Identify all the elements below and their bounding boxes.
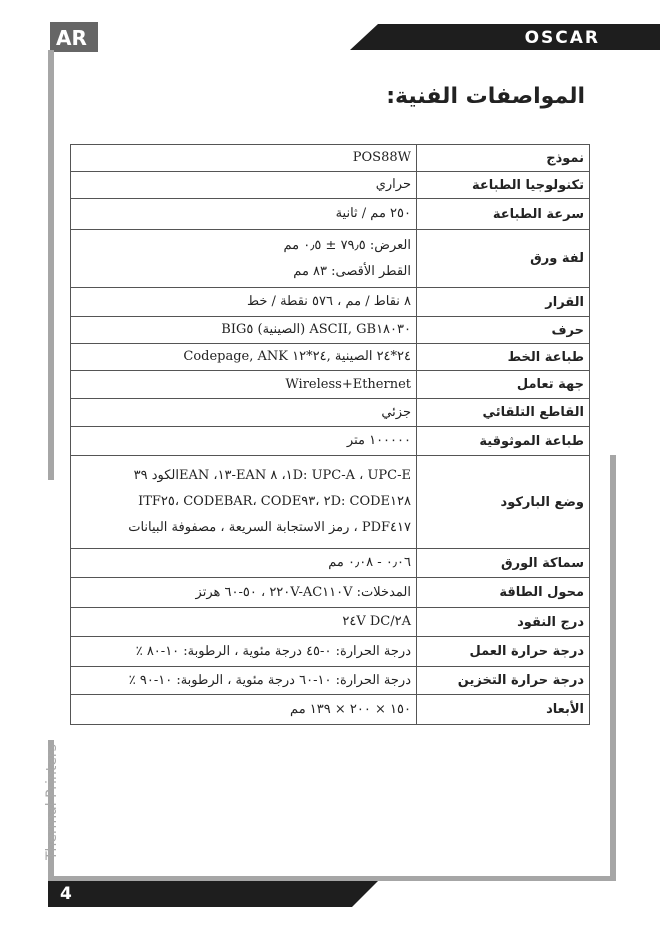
spec-label: درج النقود bbox=[417, 608, 590, 637]
spec-label: طباعة الموثوقية bbox=[417, 427, 590, 456]
spec-row bbox=[71, 578, 590, 608]
spec-label: لفة ورق bbox=[417, 230, 590, 288]
spec-label: درجة حرارة التخزين bbox=[417, 667, 590, 695]
spec-row bbox=[71, 637, 590, 667]
spec-label: وضع الباركود bbox=[417, 456, 590, 549]
spec-value-line: PDF٤١٧ ، رمز الاستجابة السريعة ، مصفوفة البيانات bbox=[128, 520, 411, 535]
spec-label: درجة حرارة العمل bbox=[417, 637, 590, 667]
spec-value bbox=[71, 456, 417, 549]
spec-value bbox=[71, 288, 417, 317]
spec-value-line: العرض: ٧٩٫٥ ± ٠٫٥ مم bbox=[283, 237, 411, 253]
spec-value bbox=[71, 578, 417, 608]
spec-row bbox=[71, 344, 590, 371]
spec-table bbox=[70, 144, 590, 725]
spec-label: طباعة الخط bbox=[417, 344, 590, 371]
spec-label: نموذج bbox=[417, 145, 590, 172]
spec-value-line: ١٥٠ × ٢٠٠ × ١٣٩ مم bbox=[290, 701, 411, 717]
side-category-label: Thermal Printers bbox=[44, 744, 60, 860]
spec-value bbox=[71, 667, 417, 695]
spec-label: جهة تعامل bbox=[417, 371, 590, 399]
spec-value-line: درجة الحرارة: ٠-٤٥ درجة مئوية ، الرطوبة: ١٠-٨٠ ٪ bbox=[135, 643, 411, 659]
spec-value bbox=[71, 399, 417, 427]
spec-label: الأبعاد bbox=[417, 695, 590, 725]
spec-row bbox=[71, 371, 590, 399]
language-tag: AR bbox=[56, 26, 87, 50]
spec-value-line: ١٠٠٠٠٠ متر bbox=[346, 433, 411, 448]
spec-row bbox=[71, 317, 590, 344]
spec-row bbox=[71, 608, 590, 637]
spec-row bbox=[71, 427, 590, 456]
spec-row bbox=[71, 172, 590, 199]
spec-value bbox=[71, 230, 417, 288]
page-title: المواصفات الفنية: bbox=[386, 84, 585, 109]
spec-value bbox=[71, 172, 417, 199]
spec-value-line: ASCII, GB١٨٠٣٠ (الصينية) BIG٥ bbox=[221, 322, 411, 337]
frame-line-left-top bbox=[48, 50, 54, 480]
spec-value bbox=[71, 608, 417, 637]
spec-row bbox=[71, 399, 590, 427]
spec-table-body bbox=[71, 145, 590, 725]
footer-bar bbox=[48, 881, 378, 907]
spec-value bbox=[71, 637, 417, 667]
spec-row bbox=[71, 456, 590, 549]
header-bar bbox=[350, 24, 660, 50]
spec-label: القاطع التلقائي bbox=[417, 399, 590, 427]
spec-row bbox=[71, 549, 590, 578]
spec-value bbox=[71, 549, 417, 578]
spec-value-line: ٠٫٠٦ - ٠٫٠٨ مم bbox=[328, 555, 411, 570]
spec-row bbox=[71, 145, 590, 172]
spec-label: سرعة الطباعة bbox=[417, 199, 590, 230]
spec-value bbox=[71, 427, 417, 456]
spec-value-line: المدخلات: ٢٢٠V-AC١١٠V ، ٥٠-٦٠ هرتز bbox=[195, 584, 411, 600]
spec-value-line: درجة الحرارة: ١٠-٦٠ درجة مئوية ، الرطوبة: ١٠-٩٠ ٪ bbox=[128, 672, 411, 688]
spec-label: القرار bbox=[417, 288, 590, 317]
brand-logo: OSCAR bbox=[524, 28, 600, 48]
spec-value-line: ٢D: CODE١٢٨ ،CODEBAR، CODE٩٣ ،ITF٢٥ bbox=[138, 494, 411, 509]
spec-value-line: POS88W bbox=[352, 150, 411, 165]
spec-label: حرف bbox=[417, 317, 590, 344]
spec-value-line: ٨ نقاط / مم ، ٥٧٦ نقطة / خط bbox=[247, 294, 411, 309]
spec-value-line: ٢A/٢٤V DC bbox=[342, 614, 411, 629]
spec-value-line: القطر الأقصى: ٨٣ مم bbox=[293, 263, 411, 279]
spec-label: تكنولوجيا الطباعة bbox=[417, 172, 590, 199]
spec-value-line: ٢٤*٢٤ الصينية ,٢٤*١٢ Codepage, ANK bbox=[183, 349, 411, 364]
frame-line-right bbox=[610, 455, 616, 880]
spec-value-line: حراري bbox=[375, 177, 411, 192]
spec-value bbox=[71, 317, 417, 344]
spec-value bbox=[71, 371, 417, 399]
spec-value bbox=[71, 199, 417, 230]
spec-row bbox=[71, 667, 590, 695]
spec-value bbox=[71, 695, 417, 725]
spec-value-line: جزئي bbox=[381, 404, 411, 420]
spec-row bbox=[71, 230, 590, 288]
frame-line-bottom bbox=[48, 876, 616, 881]
spec-value bbox=[71, 145, 417, 172]
page-number: 4 bbox=[60, 884, 72, 904]
spec-label: سماكة الورق bbox=[417, 549, 590, 578]
spec-row bbox=[71, 199, 590, 230]
spec-value-line: ١D: UPC-A ، UPC-E، ٨ EAN-١٣، EANالكود ٣٩ bbox=[133, 468, 411, 483]
spec-row bbox=[71, 288, 590, 317]
spec-row bbox=[71, 695, 590, 725]
spec-value-line: Wireless+Ethernet bbox=[285, 376, 411, 392]
spec-value bbox=[71, 344, 417, 371]
spec-label: محول الطاقة bbox=[417, 578, 590, 608]
spec-value-line: ٢٥٠ مم / ثانية bbox=[335, 206, 411, 221]
